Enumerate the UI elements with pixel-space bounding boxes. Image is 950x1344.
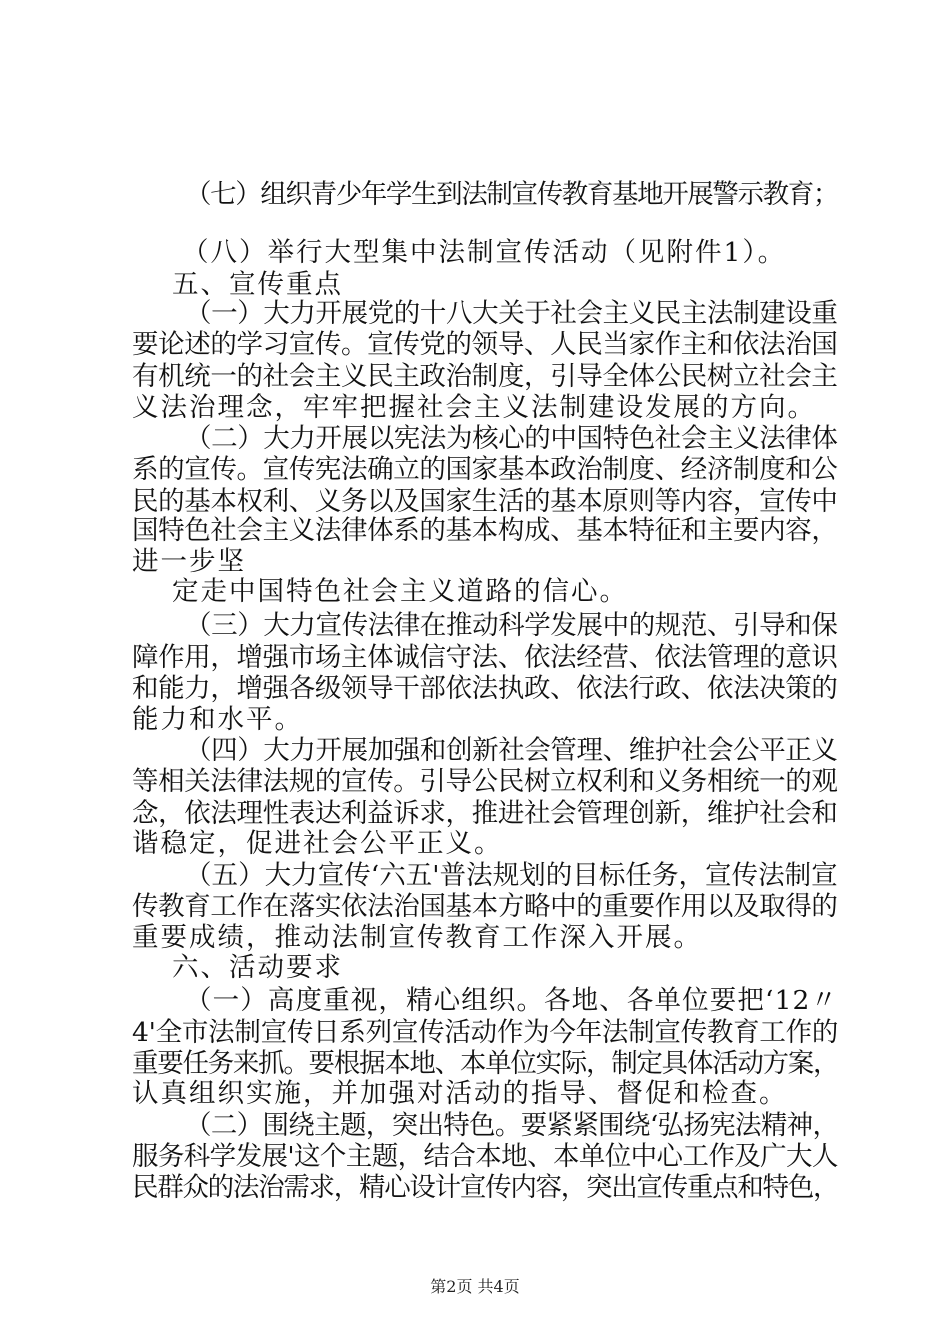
paragraph-line: 障作用，增强市场主体诚信守法、依法经营、依法管理的意识	[132, 642, 838, 673]
paragraph-line: （八）举行大型集中法制宣传活动（见附件1）。	[182, 237, 787, 268]
paragraph-line: 民的基本权利、义务以及国家生活的基本原则等内容，宣传中	[132, 486, 838, 517]
paragraph-line: 认真组织实施，并加强对活动的指导、督促和检查。	[132, 1078, 788, 1109]
section-heading: 五、宣传重点	[172, 269, 343, 300]
paragraph-line: 系的宣传。宣传宪法确立的国家基本政治制度、经济制度和公	[132, 454, 838, 485]
paragraph-line: 民群众的法治需求，精心设计宣传内容，突出宣传重点和特色，	[132, 1172, 839, 1203]
paragraph-line: 重要任务来抓。要根据本地、本单位实际，制定具体活动方案，	[132, 1048, 839, 1079]
paragraph-line: 要论述的学习宣传。宣传党的领导、人民当家作主和依法治国	[132, 329, 838, 360]
paragraph-line: 国特色社会主义法律体系的基本构成、基本特征和主要内容，	[132, 515, 838, 546]
paragraph-line: 4'全市法制宣传日系列宣传活动作为今年法制宣传教育工作的	[132, 1017, 839, 1048]
paragraph-line: （二）大力开展以宪法为核心的中国特色社会主义法律体	[185, 423, 838, 454]
section-heading: 六、活动要求	[172, 952, 343, 983]
paragraph-line: 定走中国特色社会主义道路的信心。	[172, 576, 628, 607]
paragraph-line: 传教育工作在落实依法治国基本方略中的重要作用以及取得的	[132, 891, 838, 922]
paragraph-line: 和能力，增强各级领导干部依法执政、依法行政、依法决策的	[132, 673, 838, 704]
page-number-footer: 第2页 共4页	[430, 1277, 520, 1296]
paragraph-line: 义法治理念，牢牢把握社会主义法制建设发展的方向。	[132, 392, 816, 423]
paragraph-line: 能力和水平。	[132, 704, 303, 735]
paragraph-line: （一）高度重视，精心组织。各地、各单位要把‘12〃	[185, 985, 839, 1016]
paragraph-line: （二）围绕主题，突出特色。要紧紧围绕‘弘扬宪法精神，	[185, 1110, 839, 1141]
paragraph-line: （五）大力宣传‘六五'普法规划的目标任务，宣传法制宣	[185, 860, 838, 891]
paragraph-line: 谐稳定，促进社会公平正义。	[132, 828, 503, 859]
paragraph-line: 念，依法理性表达利益诉求，推进社会管理创新，维护社会和	[132, 798, 838, 829]
paragraph-line: （四）大力开展加强和创新社会管理、维护社会公平正义	[185, 735, 838, 766]
paragraph-line: （七）组织青少年学生到法制宣传教育基地开展警示教育；	[185, 179, 838, 210]
paragraph-line: 有机统一的社会主义民主政治制度，引导全体公民树立社会主	[132, 361, 838, 392]
paragraph-line: 服务科学发展'这个主题，结合本地、本单位中心工作及广大人	[132, 1141, 838, 1172]
paragraph-line: （一）大力开展党的十八大关于社会主义民主法制建设重	[185, 298, 838, 329]
paragraph-line: 进一步坚	[132, 546, 246, 577]
paragraph-line: 等相关法律法规的宣传。引导公民树立权利和义务相统一的观	[132, 766, 838, 797]
paragraph-line: （三）大力宣传法律在推动科学发展中的规范、引导和保	[185, 610, 838, 641]
paragraph-line: 重要成绩，推动法制宣传教育工作深入开展。	[132, 922, 702, 953]
